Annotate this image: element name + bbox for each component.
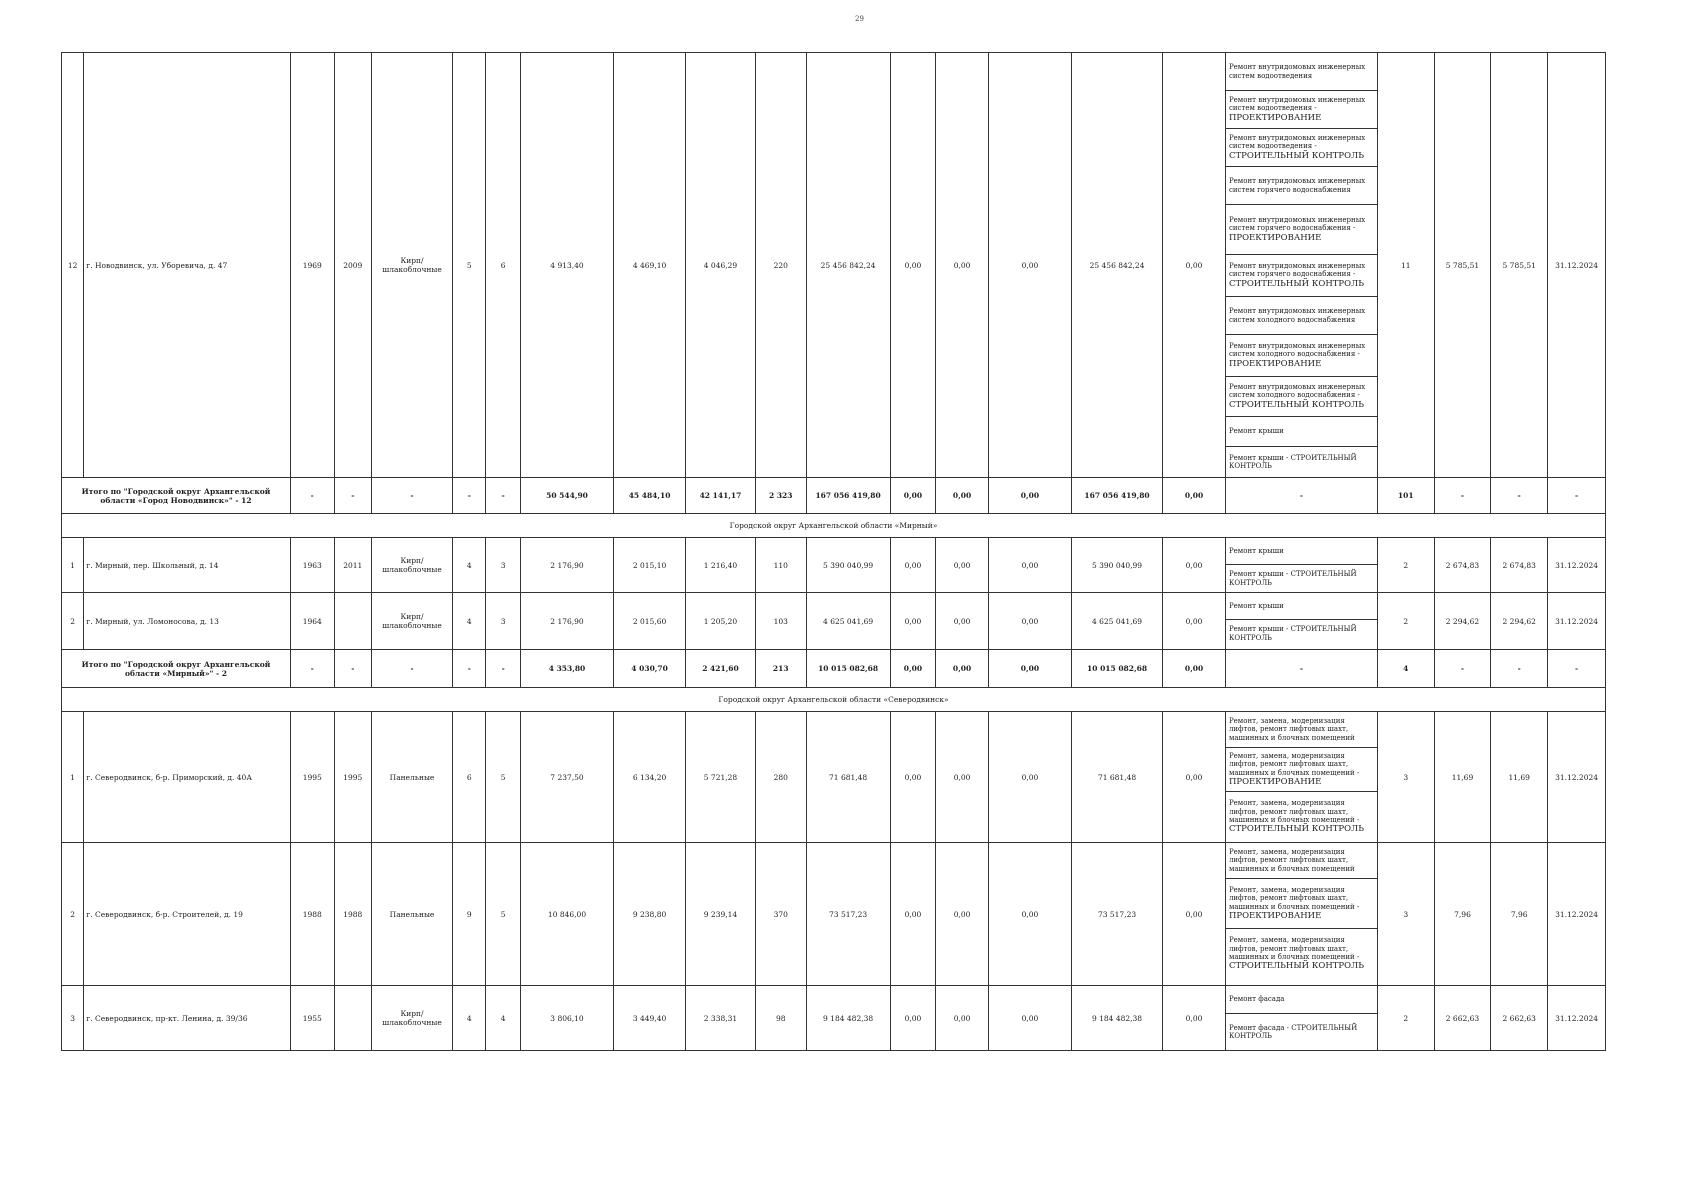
- work-item-description: Ремонт внутридомовых инженерных систем холодного водоснабжения -: [1228, 383, 1366, 400]
- work-item-description: Ремонт внутридомовых инженерных систем водоотведения -: [1228, 134, 1366, 151]
- total-fund-fszkh-cell: 0,00: [890, 650, 936, 688]
- residents-cell: 110: [755, 538, 806, 593]
- dash-cell: -: [1548, 478, 1606, 514]
- dash-cell: -: [290, 478, 334, 514]
- work-item-stage: ПРОЕКТИРОВАНИЕ: [1228, 776, 1322, 787]
- area-premises-cell: 4 469,10: [614, 53, 686, 478]
- fund-local-cell: 0,00: [988, 53, 1071, 478]
- address-cell: г. Северодвинск, б-р. Строителей, д. 19: [84, 843, 291, 986]
- deadline-cell: 31.12.2024: [1548, 593, 1606, 650]
- total-area-cell: 7 237,50: [520, 712, 613, 843]
- work-item: [1226, 620, 1377, 647]
- fund-fszkh-cell: 0,00: [890, 538, 936, 593]
- area-residential-cell: 1 216,40: [686, 538, 756, 593]
- max-unit-cost-cell: 2 662,63: [1491, 986, 1548, 1051]
- work-item-text: [1229, 717, 1374, 742]
- work-item: [1226, 167, 1377, 205]
- fund-owners-cell: 4 625 041,69: [1071, 593, 1162, 650]
- work-item-text: [1229, 848, 1374, 873]
- work-item-text: [1229, 96, 1374, 123]
- work-item: [1226, 205, 1377, 255]
- year-repair-cell: [334, 986, 371, 1051]
- total-works-count-cell: 101: [1377, 478, 1434, 514]
- work-item-text: [1229, 799, 1374, 834]
- total-fund-region-cell: 0,00: [936, 650, 989, 688]
- work-item-description: Ремонт крыши - СТРОИТЕЛЬНЫЙ КОНТРОЛЬ: [1228, 570, 1357, 587]
- total-fund-other-cell: 0,00: [1163, 478, 1226, 514]
- fund-owners-cell: 25 456 842,24: [1071, 53, 1162, 478]
- residents-cell: 220: [755, 53, 806, 478]
- work-item-description: Ремонт, замена, модернизация лифтов, ремонт лифтовых шахт, машинных и блочных помещений -: [1228, 751, 1360, 777]
- work-item: [1226, 879, 1377, 929]
- dash-cell: -: [334, 478, 371, 514]
- area-premises-cell: 9 238,80: [614, 843, 686, 986]
- work-item-stage: СТРОИТЕЛЬНЫЙ КОНТРОЛЬ: [1228, 824, 1364, 835]
- address-cell: г. Северодвинск, пр-кт. Ленина, д. 39/36: [84, 986, 291, 1051]
- area-residential-cell: 5 721,28: [686, 712, 756, 843]
- max-unit-cost-cell: 5 785,51: [1491, 53, 1548, 478]
- table-row: [62, 712, 1606, 843]
- section-header-row: [62, 688, 1606, 712]
- row-number-cell: 12: [62, 53, 84, 478]
- wall-material-cell: Кирп/ шлакоблочные: [372, 593, 453, 650]
- works-list-cell: [1225, 538, 1377, 593]
- dash-cell: -: [486, 650, 520, 688]
- total-row: [62, 478, 1606, 514]
- fund-other-cell: 0,00: [1163, 843, 1226, 986]
- fund-region-cell: 0,00: [936, 538, 989, 593]
- row-number-cell: 1: [62, 712, 84, 843]
- table-row: [62, 986, 1606, 1051]
- work-item: [1226, 929, 1377, 979]
- year-built-cell: 1963: [290, 538, 334, 593]
- work-item-description: Ремонт внутридомовых инженерных систем горячего водоснабжения -: [1228, 216, 1366, 233]
- work-item-description: Ремонт внутридомовых инженерных систем водоотведения: [1228, 63, 1366, 80]
- fund-owners-cell: 9 184 482,38: [1071, 986, 1162, 1051]
- work-item: [1226, 447, 1377, 477]
- work-item-text: [1229, 454, 1374, 471]
- dash-cell: -: [290, 650, 334, 688]
- deadline-cell: 31.12.2024: [1548, 843, 1606, 986]
- cost-total-cell: 25 456 842,24: [806, 53, 890, 478]
- work-item-description: Ремонт внутридомовых инженерных систем горячего водоснабжения: [1228, 177, 1366, 194]
- total-residents-cell: 2 323: [755, 478, 806, 514]
- work-item-stage: ПРОЕКТИРОВАНИЕ: [1228, 112, 1322, 123]
- cost-total-cell: 5 390 040,99: [806, 538, 890, 593]
- area-premises-cell: 2 015,10: [614, 538, 686, 593]
- work-item-description: Ремонт крыши - СТРОИТЕЛЬНЫЙ КОНТРОЛЬ: [1228, 453, 1357, 470]
- area-residential-cell: 9 239,14: [686, 843, 756, 986]
- unit-cost-cell: 2 674,83: [1434, 538, 1491, 593]
- work-item-description: Ремонт, замена, модернизация лифтов, ремонт лифтовых шахт, машинных и блочных помещений -: [1228, 936, 1360, 962]
- total-label-cell: Итого по "Городской округ Архангельской области «Город Новодвинск»" - 12: [62, 478, 291, 514]
- dash-cell: -: [372, 650, 453, 688]
- entrances-cell: 4: [486, 986, 520, 1051]
- work-item: [1226, 377, 1377, 417]
- year-repair-cell: 2011: [334, 538, 371, 593]
- total-fund-other-cell: 0,00: [1163, 650, 1226, 688]
- year-repair-cell: 1988: [334, 843, 371, 986]
- table-row: [62, 538, 1606, 593]
- floors-cell: 9: [453, 843, 486, 986]
- dash-cell: -: [1548, 650, 1606, 688]
- fund-owners-cell: 5 390 040,99: [1071, 538, 1162, 593]
- work-item: [1226, 843, 1377, 879]
- max-unit-cost-cell: 2 674,83: [1491, 538, 1548, 593]
- wall-material-cell: Кирп/ шлакоблочные: [372, 986, 453, 1051]
- works-count-cell: 3: [1377, 712, 1434, 843]
- fund-other-cell: 0,00: [1163, 53, 1226, 478]
- work-item: [1226, 297, 1377, 335]
- total-fund-fszkh-cell: 0,00: [890, 478, 936, 514]
- fund-owners-cell: 71 681,48: [1071, 712, 1162, 843]
- year-built-cell: 1969: [290, 53, 334, 478]
- work-item-stage: ПРОЕКТИРОВАНИЕ: [1228, 232, 1322, 243]
- work-item-description: Ремонт внутридомовых инженерных систем водоотведения -: [1228, 96, 1366, 113]
- wall-material-cell: Кирп/ шлакоблочные: [372, 538, 453, 593]
- entrances-cell: 5: [486, 712, 520, 843]
- address-cell: г. Северодвинск, б-р. Приморский, д. 40А: [84, 712, 291, 843]
- fund-other-cell: 0,00: [1163, 538, 1226, 593]
- works-list-cell: [1225, 712, 1377, 843]
- work-item-text: [1229, 547, 1284, 555]
- fund-fszkh-cell: 0,00: [890, 843, 936, 986]
- fund-fszkh-cell: 0,00: [890, 593, 936, 650]
- work-item-text: [1229, 216, 1374, 243]
- work-item-text: [1229, 995, 1285, 1003]
- works-list-cell: [1225, 593, 1377, 650]
- dash-cell: -: [1225, 478, 1377, 514]
- total-area-premises-cell: 45 484,10: [614, 478, 686, 514]
- total-total-area-cell: 4 353,80: [520, 650, 613, 688]
- deadline-cell: 31.12.2024: [1548, 986, 1606, 1051]
- work-item: [1226, 129, 1377, 167]
- table-row: [62, 843, 1606, 986]
- floors-cell: 4: [453, 538, 486, 593]
- work-item-description: Ремонт крыши: [1228, 546, 1284, 555]
- dash-cell: -: [1225, 650, 1377, 688]
- area-residential-cell: 2 338,31: [686, 986, 756, 1051]
- dash-cell: -: [1491, 478, 1548, 514]
- works-count-cell: 2: [1377, 538, 1434, 593]
- total-fund-owners-cell: 10 015 082,68: [1071, 650, 1162, 688]
- work-item-text: [1229, 936, 1374, 971]
- work-item-stage: СТРОИТЕЛЬНЫЙ КОНТРОЛЬ: [1228, 961, 1364, 972]
- row-number-cell: 2: [62, 593, 84, 650]
- total-total-area-cell: 50 544,90: [520, 478, 613, 514]
- unit-cost-cell: 5 785,51: [1434, 53, 1491, 478]
- work-item-text: [1229, 886, 1374, 921]
- work-item-text: [1229, 63, 1374, 80]
- address-cell: г. Мирный, ул. Ломоносова, д. 13: [84, 593, 291, 650]
- total-row: [62, 650, 1606, 688]
- area-residential-cell: 4 046,29: [686, 53, 756, 478]
- work-item-text: [1229, 307, 1374, 324]
- dash-cell: -: [334, 650, 371, 688]
- entrances-cell: 3: [486, 538, 520, 593]
- deadline-cell: 31.12.2024: [1548, 53, 1606, 478]
- row-number-cell: 3: [62, 986, 84, 1051]
- fund-local-cell: 0,00: [988, 712, 1071, 843]
- work-item: [1226, 565, 1377, 592]
- work-item-text: [1229, 625, 1374, 642]
- entrances-cell: 5: [486, 843, 520, 986]
- wall-material-cell: Панельные: [372, 712, 453, 843]
- area-premises-cell: 3 449,40: [614, 986, 686, 1051]
- total-area-cell: 2 176,90: [520, 538, 613, 593]
- cost-total-cell: 73 517,23: [806, 843, 890, 986]
- fund-local-cell: 0,00: [988, 843, 1071, 986]
- year-built-cell: 1964: [290, 593, 334, 650]
- fund-fszkh-cell: 0,00: [890, 712, 936, 843]
- total-fund-local-cell: 0,00: [988, 478, 1071, 514]
- work-item-text: [1229, 570, 1374, 587]
- work-item-text: [1229, 134, 1374, 161]
- work-item-description: Ремонт крыши: [1228, 601, 1284, 610]
- total-cost-total-cell: 10 015 082,68: [806, 650, 890, 688]
- work-item: [1226, 538, 1377, 565]
- work-item: [1226, 335, 1377, 377]
- fund-fszkh-cell: 0,00: [890, 53, 936, 478]
- dash-cell: -: [1491, 650, 1548, 688]
- table-row: [62, 593, 1606, 650]
- cost-total-cell: 9 184 482,38: [806, 986, 890, 1051]
- work-item-description: Ремонт крыши: [1228, 427, 1284, 436]
- work-item-text: [1229, 1024, 1374, 1041]
- fund-local-cell: 0,00: [988, 986, 1071, 1051]
- year-built-cell: 1988: [290, 843, 334, 986]
- work-item-description: Ремонт, замена, модернизация лифтов, ремонт лифтовых шахт, машинных и блочных помещений -: [1228, 799, 1360, 825]
- total-fund-local-cell: 0,00: [988, 650, 1071, 688]
- work-item-description: Ремонт внутридомовых инженерных систем холодного водоснабжения -: [1228, 342, 1366, 359]
- row-number-cell: 2: [62, 843, 84, 986]
- works-count-cell: 2: [1377, 593, 1434, 650]
- wall-material-cell: Панельные: [372, 843, 453, 986]
- fund-region-cell: 0,00: [936, 843, 989, 986]
- fund-other-cell: 0,00: [1163, 986, 1226, 1051]
- dash-cell: -: [1434, 478, 1491, 514]
- work-item-stage: ПРОЕКТИРОВАНИЕ: [1228, 910, 1322, 921]
- work-item: [1226, 593, 1377, 620]
- floors-cell: 4: [453, 593, 486, 650]
- works-count-cell: 3: [1377, 843, 1434, 986]
- dash-cell: -: [1434, 650, 1491, 688]
- address-cell: г. Мирный, пер. Школьный, д. 14: [84, 538, 291, 593]
- deadline-cell: 31.12.2024: [1548, 538, 1606, 593]
- work-item-description: Ремонт фасада: [1228, 995, 1285, 1004]
- fund-fszkh-cell: 0,00: [890, 986, 936, 1051]
- total-area-cell: 3 806,10: [520, 986, 613, 1051]
- section-title: Городской округ Архангельской области «Мирный»: [62, 514, 1606, 538]
- cost-total-cell: 71 681,48: [806, 712, 890, 843]
- fund-region-cell: 0,00: [936, 53, 989, 478]
- dash-cell: -: [486, 478, 520, 514]
- work-item-stage: СТРОИТЕЛЬНЫЙ КОНТРОЛЬ: [1228, 278, 1364, 289]
- work-item-text: [1229, 262, 1374, 289]
- total-area-cell: 4 913,40: [520, 53, 613, 478]
- fund-region-cell: 0,00: [936, 712, 989, 843]
- fund-other-cell: 0,00: [1163, 712, 1226, 843]
- work-item-description: Ремонт крыши - СТРОИТЕЛЬНЫЙ КОНТРОЛЬ: [1228, 625, 1357, 642]
- work-item-description: Ремонт, замена, модернизация лифтов, ремонт лифтовых шахт, машинных и блочных помещений -: [1228, 885, 1360, 911]
- fund-region-cell: 0,00: [936, 593, 989, 650]
- works-list-cell: [1225, 986, 1377, 1051]
- fund-local-cell: 0,00: [988, 593, 1071, 650]
- work-item-text: [1229, 602, 1284, 610]
- deadline-cell: 31.12.2024: [1548, 712, 1606, 843]
- unit-cost-cell: 2 662,63: [1434, 986, 1491, 1051]
- total-residents-cell: 213: [755, 650, 806, 688]
- work-item-description: Ремонт, замена, модернизация лифтов, ремонт лифтовых шахт, машинных и блочных помещений: [1228, 716, 1355, 742]
- work-item-stage: ПРОЕКТИРОВАНИЕ: [1228, 358, 1322, 369]
- entrances-cell: 3: [486, 593, 520, 650]
- total-label-cell: Итого по "Городской округ Архангельской области «Мирный»" - 2: [62, 650, 291, 688]
- dash-cell: -: [453, 478, 486, 514]
- work-item-text: [1229, 752, 1374, 787]
- work-item-text: [1229, 177, 1374, 194]
- residents-cell: 370: [755, 843, 806, 986]
- table-row: [62, 53, 1606, 478]
- unit-cost-cell: 7,96: [1434, 843, 1491, 986]
- work-item: [1226, 986, 1377, 1014]
- fund-local-cell: 0,00: [988, 538, 1071, 593]
- work-item-stage: СТРОИТЕЛЬНЫЙ КОНТРОЛЬ: [1228, 399, 1364, 410]
- residents-cell: 98: [755, 986, 806, 1051]
- year-repair-cell: [334, 593, 371, 650]
- total-area-residential-cell: 42 141,17: [686, 478, 756, 514]
- works-list-cell: [1225, 53, 1377, 478]
- work-item: [1226, 417, 1377, 447]
- fund-region-cell: 0,00: [936, 986, 989, 1051]
- year-built-cell: 1995: [290, 712, 334, 843]
- works-list-cell: [1225, 843, 1377, 986]
- cost-total-cell: 4 625 041,69: [806, 593, 890, 650]
- page-number: 29: [855, 15, 864, 23]
- work-item-description: Ремонт внутридомовых инженерных систем холодного водоснабжения: [1228, 307, 1366, 324]
- area-premises-cell: 6 134,20: [614, 712, 686, 843]
- unit-cost-cell: 2 294,62: [1434, 593, 1491, 650]
- year-built-cell: 1955: [290, 986, 334, 1051]
- floors-cell: 5: [453, 53, 486, 478]
- max-unit-cost-cell: 2 294,62: [1491, 593, 1548, 650]
- row-number-cell: 1: [62, 538, 84, 593]
- table-body: [62, 53, 1606, 1051]
- total-fund-owners-cell: 167 056 419,80: [1071, 478, 1162, 514]
- work-item: [1226, 1014, 1377, 1050]
- work-item: [1226, 91, 1377, 129]
- floors-cell: 4: [453, 986, 486, 1051]
- work-item-text: [1229, 427, 1284, 435]
- total-area-premises-cell: 4 030,70: [614, 650, 686, 688]
- total-works-count-cell: 4: [1377, 650, 1434, 688]
- work-item: [1226, 255, 1377, 297]
- residents-cell: 280: [755, 712, 806, 843]
- year-repair-cell: 1995: [334, 712, 371, 843]
- dash-cell: -: [453, 650, 486, 688]
- wall-material-cell: Кирп/ шлакоблочные: [372, 53, 453, 478]
- total-fund-region-cell: 0,00: [936, 478, 989, 514]
- section-title: Городской округ Архангельской области «Северодвинск»: [62, 688, 1606, 712]
- max-unit-cost-cell: 11,69: [1491, 712, 1548, 843]
- section-header-row: [62, 514, 1606, 538]
- area-residential-cell: 1 205,20: [686, 593, 756, 650]
- total-area-residential-cell: 2 421,60: [686, 650, 756, 688]
- residents-cell: 103: [755, 593, 806, 650]
- floors-cell: 6: [453, 712, 486, 843]
- entrances-cell: 6: [486, 53, 520, 478]
- work-item-stage: СТРОИТЕЛЬНЫЙ КОНТРОЛЬ: [1228, 150, 1364, 161]
- work-item-text: [1229, 342, 1374, 369]
- work-item: [1226, 792, 1377, 842]
- total-area-cell: 10 846,00: [520, 843, 613, 986]
- total-area-cell: 2 176,90: [520, 593, 613, 650]
- works-count-cell: 11: [1377, 53, 1434, 478]
- area-premises-cell: 2 015,60: [614, 593, 686, 650]
- work-item-description: Ремонт внутридомовых инженерных систем горячего водоснабжения -: [1228, 262, 1366, 279]
- fund-other-cell: 0,00: [1163, 593, 1226, 650]
- works-count-cell: 2: [1377, 986, 1434, 1051]
- capital-repair-table: [61, 52, 1606, 1051]
- total-cost-total-cell: 167 056 419,80: [806, 478, 890, 514]
- address-cell: г. Новодвинск, ул. Уборевича, д. 47: [84, 53, 291, 478]
- unit-cost-cell: 11,69: [1434, 712, 1491, 843]
- work-item-text: [1229, 383, 1374, 410]
- work-item-description: Ремонт, замена, модернизация лифтов, ремонт лифтовых шахт, машинных и блочных помещений: [1228, 847, 1355, 873]
- max-unit-cost-cell: 7,96: [1491, 843, 1548, 986]
- work-item: [1226, 748, 1377, 792]
- work-item: [1226, 53, 1377, 91]
- work-item-description: Ремонт фасада - СТРОИТЕЛЬНЫЙ КОНТРОЛЬ: [1228, 1023, 1358, 1040]
- work-item: [1226, 712, 1377, 748]
- dash-cell: -: [372, 478, 453, 514]
- fund-owners-cell: 73 517,23: [1071, 843, 1162, 986]
- year-repair-cell: 2009: [334, 53, 371, 478]
